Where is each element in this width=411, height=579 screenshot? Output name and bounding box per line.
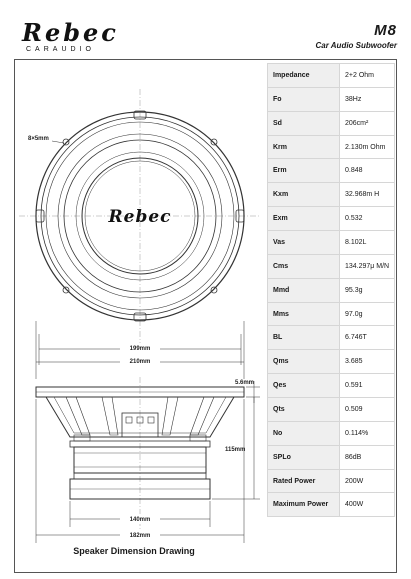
spec-param: Fo: [268, 87, 340, 111]
dimension-drawing: [14, 59, 267, 573]
spec-param: Impedance: [268, 64, 340, 88]
spec-value: 2.130m Ohm: [340, 135, 395, 159]
spec-row: [268, 302, 395, 326]
drawing-caption: Speaker Dimension Drawing: [73, 546, 195, 556]
spec-param: Sd: [268, 111, 340, 135]
spec-value: 3.685: [340, 350, 395, 374]
spec-row: [268, 111, 395, 135]
spec-row: [268, 254, 395, 278]
spec-param: Krm: [268, 135, 340, 159]
magnet-dimension: 140mm: [129, 517, 151, 523]
spec-row: [268, 159, 395, 183]
spec-value: 0.848: [340, 159, 395, 183]
spec-param: Exm: [268, 207, 340, 231]
spec-table: [267, 63, 395, 517]
spec-row: [268, 64, 395, 88]
spec-value: 8.102L: [340, 231, 395, 255]
spec-param: Kxm: [268, 183, 340, 207]
spec-param: Qes: [268, 374, 340, 398]
outer-dimension: 210mm: [129, 359, 151, 365]
spec-param: Mms: [268, 302, 340, 326]
spec-row: [268, 350, 395, 374]
brand-logo: [22, 18, 119, 53]
spec-row: [268, 493, 395, 517]
flange-thickness-dimension: 5.6mm: [235, 380, 255, 386]
spec-param: BL: [268, 326, 340, 350]
spec-value: 95.3g: [340, 278, 395, 302]
depth-dimension: 115mm: [225, 447, 246, 453]
spec-param: Vas: [268, 231, 340, 255]
spec-value: 0.114%: [340, 421, 395, 445]
spec-row: [268, 135, 395, 159]
spec-param: Mmd: [268, 278, 340, 302]
spec-value: 86dB: [340, 445, 395, 469]
brand-tagline: CARAUDIO: [26, 46, 95, 53]
spec-value: 38Hz: [340, 87, 395, 111]
spec-param: Cms: [268, 254, 340, 278]
spec-value: 0.591: [340, 374, 395, 398]
spec-row: [268, 398, 395, 422]
spec-row: [268, 469, 395, 493]
spec-value: 134.297μ M/N: [340, 254, 395, 278]
product-subtitle: Car Audio Subwoofer: [315, 41, 397, 50]
spec-value: 32.968m H: [340, 183, 395, 207]
model-name: M8: [374, 22, 397, 39]
spec-param: SPLo: [268, 445, 340, 469]
mount-hole-label: 8×5mm: [28, 136, 49, 142]
spec-param: Qts: [268, 398, 340, 422]
spec-param: Erm: [268, 159, 340, 183]
basket-dimension: 182mm: [129, 533, 151, 539]
brand-name: Rebec: [22, 18, 119, 47]
spec-value: 200W: [340, 469, 395, 493]
cutout-dimension: 199mm: [129, 346, 151, 352]
spec-row: [268, 374, 395, 398]
spec-value: 6.746T: [340, 326, 395, 350]
spec-row: [268, 326, 395, 350]
spec-value: 206cm²: [340, 111, 395, 135]
side-view: [36, 377, 244, 537]
spec-value: 97.0g: [340, 302, 395, 326]
spec-row: [268, 87, 395, 111]
spec-param: No: [268, 421, 340, 445]
spec-param: Maximum Power: [268, 493, 340, 517]
spec-param: Rated Power: [268, 469, 340, 493]
cone-logo: Rebec: [108, 207, 172, 227]
spec-row: [268, 421, 395, 445]
spec-value: 0.509: [340, 398, 395, 422]
spec-row: [268, 278, 395, 302]
spec-value: 2+2 Ohm: [340, 64, 395, 88]
spec-row: [268, 183, 395, 207]
spec-row: [268, 445, 395, 469]
spec-param: Qms: [268, 350, 340, 374]
spec-value: 0.532: [340, 207, 395, 231]
spec-row: [268, 231, 395, 255]
spec-row: [268, 207, 395, 231]
spec-value: 400W: [340, 493, 395, 517]
